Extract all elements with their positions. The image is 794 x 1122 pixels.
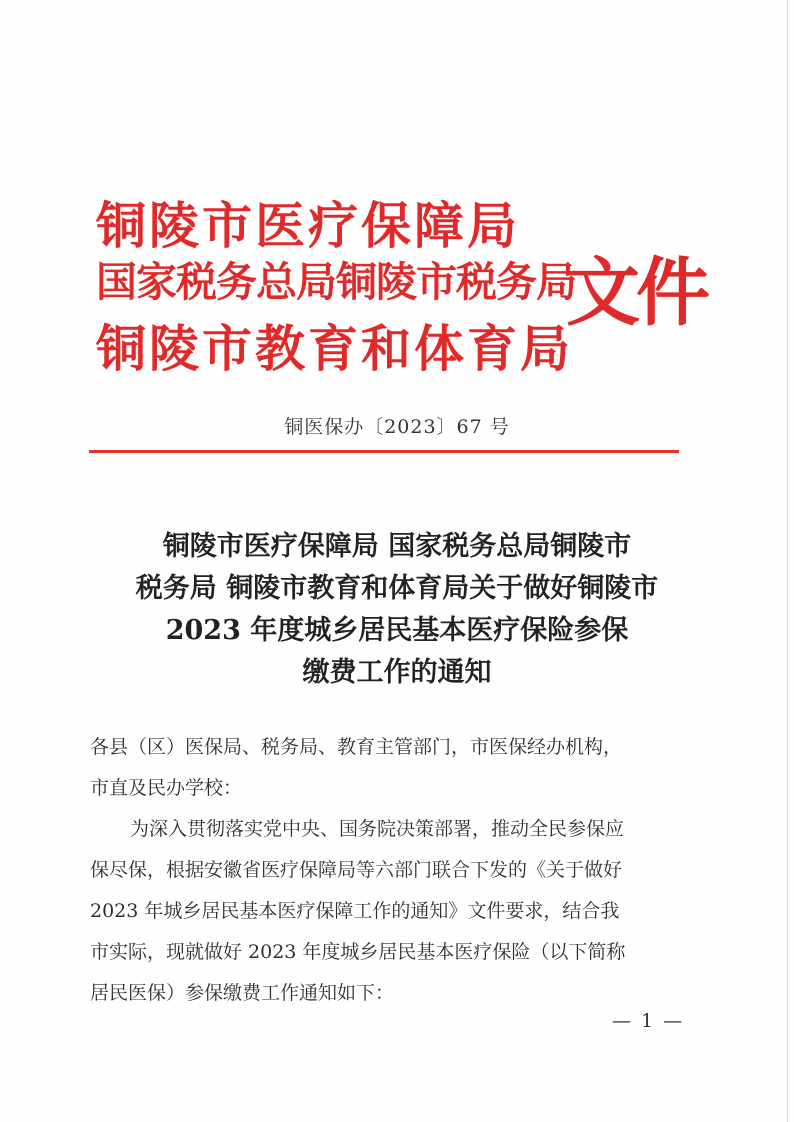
intro-paragraph	[90, 809, 690, 1014]
salutation-line-1: 各县（区）医保局、税务局、教育主管部门，市医保经办机构，	[90, 736, 623, 758]
scan-edge-line	[787, 0, 788, 1122]
title-line-1: 铜陵市医疗保障局 国家税务总局铜陵市	[162, 531, 632, 562]
page-number: — 1 —	[612, 1010, 685, 1032]
salutation-line-2: 市直及民办学校：	[90, 777, 243, 799]
masthead-issuer-2: 国家税务总局铜陵市税务局	[96, 258, 576, 306]
masthead-suffix: 文件	[566, 250, 706, 336]
paragraph-line-2: 保尽保，根据安徽省医疗保障局等六部门联合下发的《关于做好	[90, 859, 623, 881]
paragraph-line-1: 为深入贯彻落实党中央、国务院决策部署，推动全民参保应	[130, 818, 625, 840]
red-divider-rule	[89, 450, 679, 453]
title-line-2: 税务局 铜陵市教育和体育局关于做好铜陵市	[135, 573, 659, 604]
paragraph-line-5: 居民医保）参保缴费工作通知如下：	[90, 982, 395, 1004]
title-line-3: 2023 年度城乡居民基本医疗保险参保	[165, 615, 629, 646]
document-title	[70, 526, 724, 694]
red-masthead	[96, 186, 706, 378]
masthead-issuer-1: 铜陵市医疗保障局	[96, 196, 520, 255]
document-number: 铜医保办〔2023〕67 号	[284, 416, 510, 438]
paragraph-line-4: 市实际，现就做好 2023 年度城乡居民基本医疗保险（以下简称	[90, 941, 626, 963]
paragraph-line-3: 2023 年城乡居民基本医疗保障工作的通知》文件要求，结合我	[90, 900, 620, 922]
salutation	[90, 727, 690, 809]
document-body	[90, 727, 690, 1014]
title-line-4: 缴费工作的通知	[302, 657, 492, 688]
masthead-issuer-3: 铜陵市教育和体育局	[96, 319, 573, 378]
